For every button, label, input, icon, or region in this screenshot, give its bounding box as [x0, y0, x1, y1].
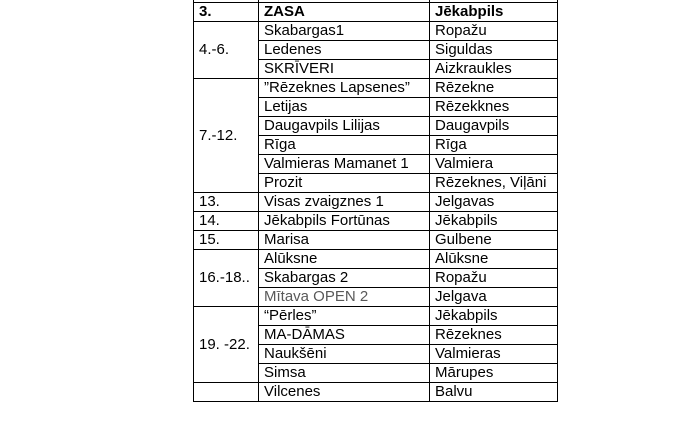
city-cell: Valmieras: [430, 345, 558, 364]
place-cell: 16.-18..: [194, 250, 259, 307]
city-cell: Jēkabpils: [430, 212, 558, 231]
city-cell: Jēkabpils: [430, 3, 558, 22]
table-row: [194, 383, 558, 402]
city-cell: Rēzekknes: [430, 98, 558, 117]
team-cell: Ledenes: [259, 41, 430, 60]
city-cell: Siguldas: [430, 41, 558, 60]
place-cell: 13.: [194, 193, 259, 212]
city-cell: Rēzeknes, Viļāni: [430, 174, 558, 193]
team-cell: Skabargas 2: [259, 269, 430, 288]
team-cell: MA-DĀMAS: [259, 326, 430, 345]
team-cell: Marisa: [259, 231, 430, 250]
city-cell: Mārupes: [430, 364, 558, 383]
team-cell: Visas zvaigznes 1: [259, 193, 430, 212]
city-cell: Alūksne: [430, 250, 558, 269]
table-row: [194, 250, 558, 269]
team-cell: Prozit: [259, 174, 430, 193]
city-cell: Gulbene: [430, 231, 558, 250]
team-cell: Letijas: [259, 98, 430, 117]
team-cell: Daugavpils Lilijas: [259, 117, 430, 136]
city-cell: Ropažu: [430, 22, 558, 41]
place-cell: 15.: [194, 231, 259, 250]
table-row: [194, 79, 558, 98]
team-cell: Rīga: [259, 136, 430, 155]
team-cell: “Pērles”: [259, 307, 430, 326]
city-cell: Jēkabpils: [430, 307, 558, 326]
team-cell: Vilcenes: [259, 383, 430, 402]
table-row: [194, 231, 558, 250]
results-table: [193, 0, 558, 402]
place-cell: 14.: [194, 212, 259, 231]
city-cell: Aizkraukles: [430, 60, 558, 79]
city-cell: Jelgava: [430, 288, 558, 307]
team-cell: Naukšēni: [259, 345, 430, 364]
city-cell: Ropažu: [430, 269, 558, 288]
city-cell: Balvu: [430, 383, 558, 402]
team-cell: ”Rēzeknes Lapsenes”: [259, 79, 430, 98]
table-row: [194, 307, 558, 326]
place-cell: 19. -22.: [194, 307, 259, 383]
place-cell: 4.-6.: [194, 22, 259, 79]
team-cell: Simsa: [259, 364, 430, 383]
team-cell: SKRĪVERI: [259, 60, 430, 79]
team-cell: Alūksne: [259, 250, 430, 269]
table-row: [194, 212, 558, 231]
city-cell: Daugavpils: [430, 117, 558, 136]
city-cell: Jelgavas: [430, 193, 558, 212]
place-cell: [194, 383, 259, 402]
team-cell: ZASA: [259, 3, 430, 22]
table-row: [194, 22, 558, 41]
city-cell: Valmiera: [430, 155, 558, 174]
place-cell: 7.-12.: [194, 79, 259, 193]
team-cell: Mītava OPEN 2: [259, 288, 430, 307]
table-row: [194, 193, 558, 212]
team-cell: Valmieras Mamanet 1: [259, 155, 430, 174]
city-cell: Rēzekne: [430, 79, 558, 98]
place-cell: 3.: [194, 3, 259, 22]
team-cell: Jēkabpils Fortūnas: [259, 212, 430, 231]
city-cell: Rīga: [430, 136, 558, 155]
city-cell: Rēzeknes: [430, 326, 558, 345]
table-row: [194, 3, 558, 22]
team-cell: Skabargas1: [259, 22, 430, 41]
